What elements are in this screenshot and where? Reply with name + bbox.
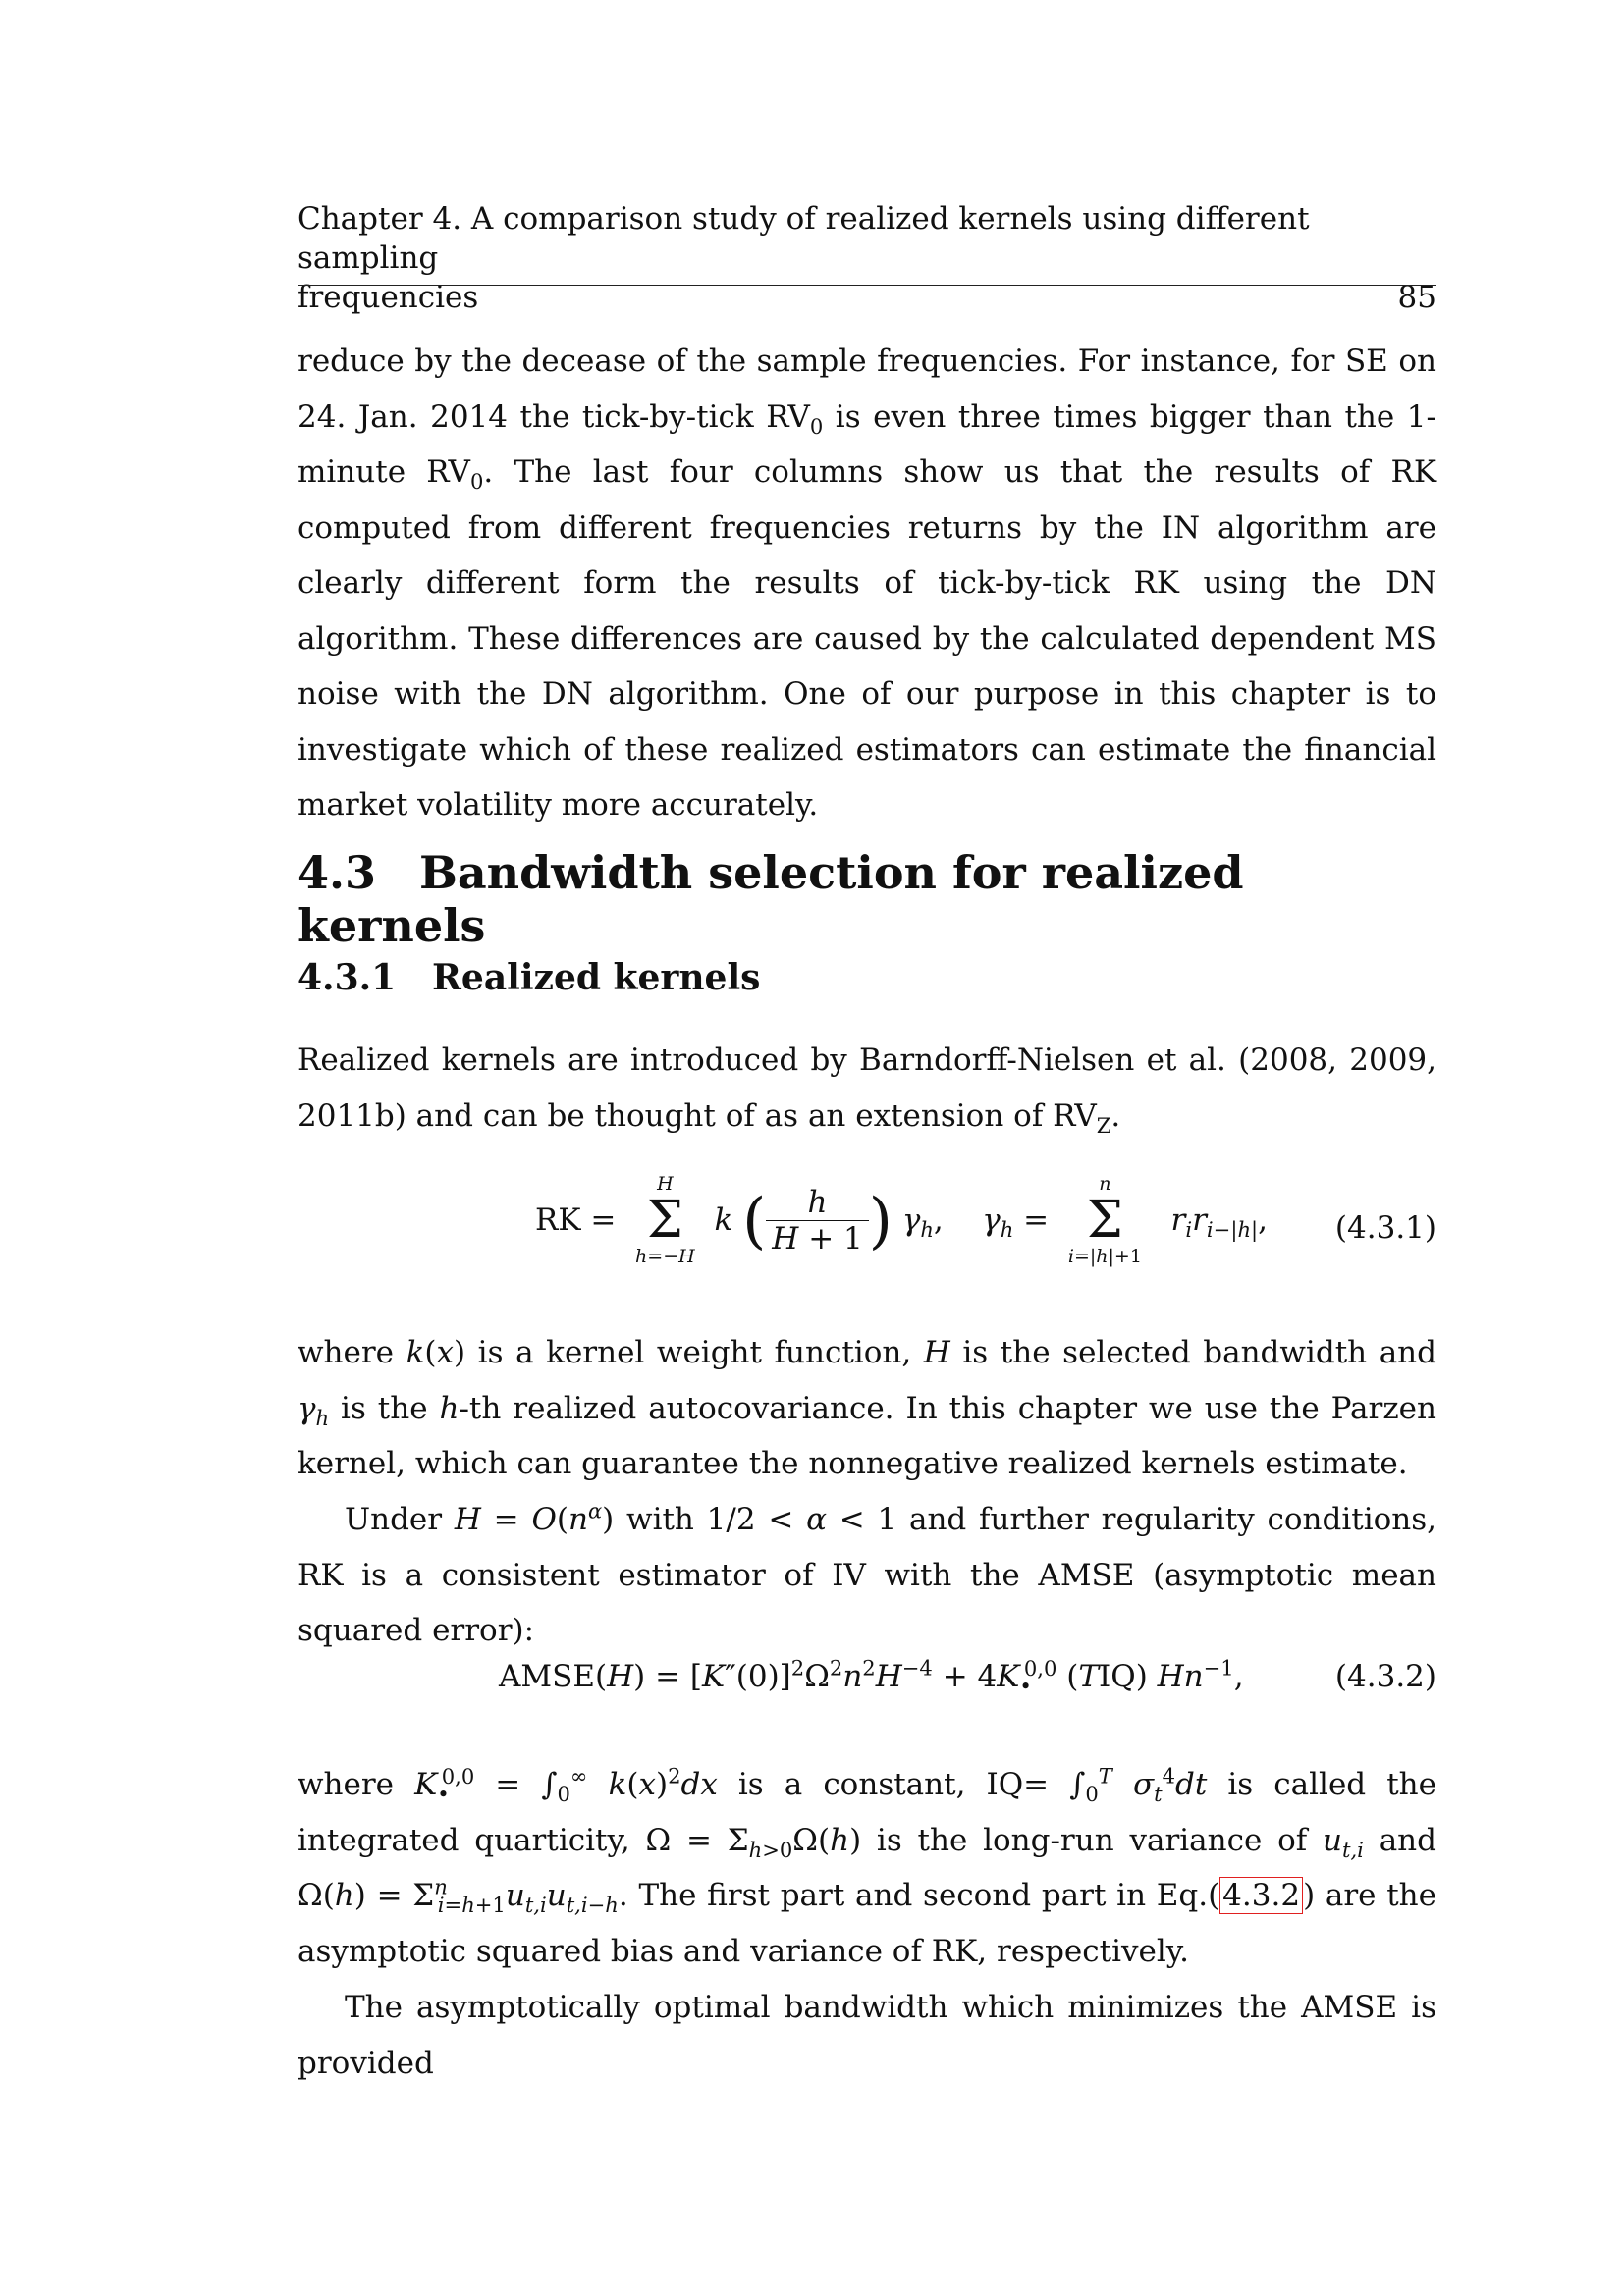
page-number: 85 <box>1397 280 1436 315</box>
paragraph-amse-intro <box>298 1492 1436 1659</box>
equation-body: RK = H Σ h=−H k ( $\frac{h}{H + 1}$ ) $\gamma_h$, $\gamma_h$ = n Σ i=|h|+1 $r_ir_{i-|h|}$, <box>535 1173 1268 1267</box>
paragraph-6-text: The asymptotically optimal bandwidth which minimizes the AMSE is provided <box>298 1990 1436 2081</box>
paragraph-optimal-bandwidth <box>298 1980 1436 2091</box>
sum-symbol-2: n Σ i=|h|+1 <box>1067 1173 1142 1267</box>
equation-4-3-1 <box>298 1173 1436 1291</box>
paragraph-4-text: Under $H = O(n^\alpha)$ with 1/2 < α < 1 and further regularity conditions, RK is a consistent estimator of IV with the AMSE (asymptotic mean squared error): <box>298 1498 1437 1648</box>
paragraph-3-text: where k(x) is a kernel weight function, H is the selected bandwidth and $\gamma_h$ is the h-th realized autocovariance. In this chapter we use the Parzen kernel, which can guarantee the nonnegative realized kernels estimate. <box>298 1335 1436 1481</box>
paragraph-realized-kernels <box>298 1033 1436 1144</box>
fraction: $\frac{h}{H + 1}$ <box>766 1185 868 1256</box>
equation-label-2: (4.3.2) <box>1334 1659 1436 1694</box>
subsection-title: Realized kernels <box>432 957 761 998</box>
paragraph-intro <box>298 334 1436 833</box>
paragraph-2-text: Realized kernels are introduced by Barndorff-Nielsen et al. (2008, 2009, 2011b) and can be thought of as an extension of $RV_Z$. <box>298 1042 1436 1138</box>
sum-symbol: H Σ h=−H <box>635 1173 695 1267</box>
equation-label: (4.3.1) <box>1334 1210 1436 1246</box>
subsection-heading <box>298 957 1436 998</box>
paragraph-1-text: reduce by the decease of the sample frequencies. For instance, for SE on 24. Jan. 2014 the tick-by-tick $RV_0$ is even three times bigger than the 1-minute $RV_0$. The last four columns show us that the results of RK computed from different frequencies returns by the IN algorithm are clearly different form the results of tick-by-tick RK using the DN algorithm. These differences are caused by the calculated dependent MS noise with the DN algorithm. One of our purpose in this chapter is to investigate which of these realized estimators can estimate the financial market volatility more accurately. <box>298 344 1436 823</box>
section-heading <box>298 846 1436 952</box>
chapter-title-line2: frequencies <box>298 280 479 315</box>
paragraph-definitions <box>298 1757 1436 1979</box>
subsection-number: 4.3.1 <box>298 957 397 998</box>
paragraph-5-text: where $K_•^{0,0} = \int_0^\infty$ $k(x)^2dx$ is a constant, $IQ= \int_0^T$ $\sigma_t^4dt$ is called the integrated quarticity, $\Omega = \Sigma_{h>0}\Omega(h)$ is the long-run variance of $u_{t,i}$ and $\Omega(h) = \Sigma^n_{i=h+1}u_{t,i}u_{t,i-h}$. The first part and second part in Eq.(4.3.2) are the asymptotic squared bias and variance of RK, respectively. <box>298 1763 1436 1969</box>
running-header <box>298 199 1436 317</box>
chapter-title-line1: Chapter 4. A comparison study of realized kernels using different sampling <box>298 201 1310 276</box>
paragraph-kernel-weight <box>298 1325 1436 1492</box>
section-number: 4.3 <box>298 846 377 899</box>
equation-body-2: AMSE(H) = $[K''(0)]^2\Omega^2n^2H^{-4} + 4K_•^{0,0}$ (TIQ) $Hn^{-1}$, <box>499 1655 1244 1699</box>
equation-4-3-2 <box>298 1655 1436 1708</box>
equation-reference-link[interactable]: 4.3.2 <box>1219 1877 1303 1914</box>
section-title: Bandwidth selection for realized kernels <box>298 846 1244 952</box>
header-rule <box>298 285 1436 286</box>
